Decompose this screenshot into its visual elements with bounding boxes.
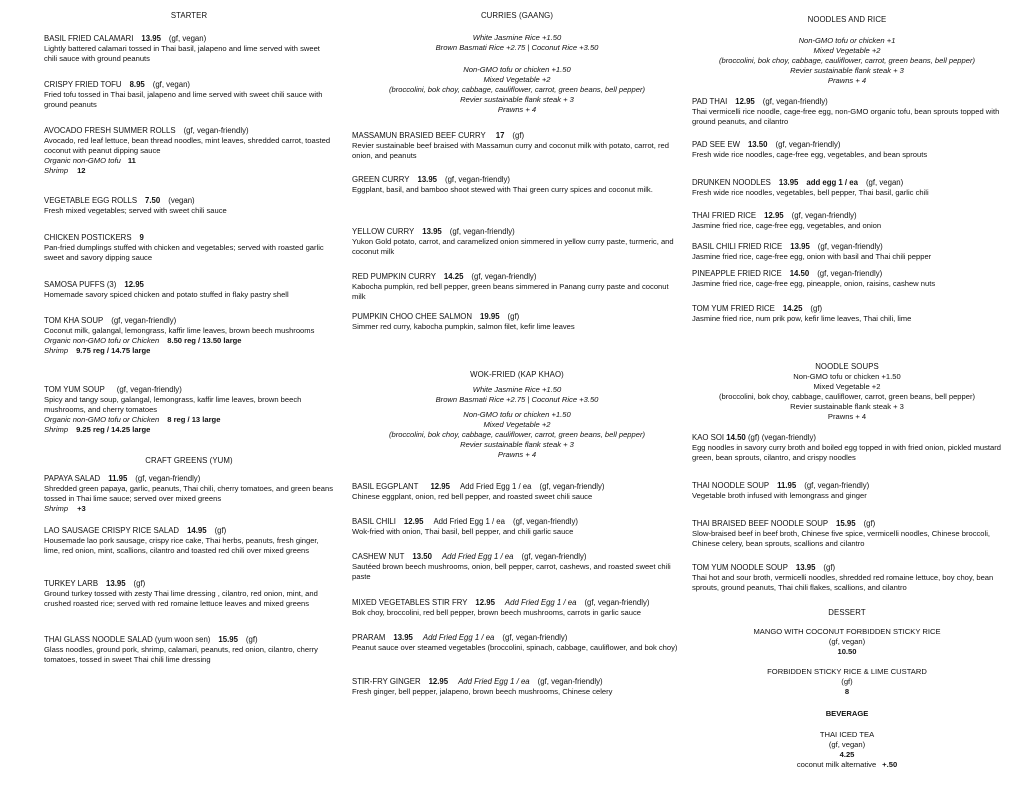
item-note: (gf, vegan-friendly) bbox=[817, 242, 883, 251]
item-price: 13.95 bbox=[106, 579, 126, 588]
item-note: (gf, vegan-friendly) bbox=[791, 211, 857, 220]
item-name: PAD SEE EW bbox=[692, 140, 740, 149]
menu-item bbox=[44, 233, 334, 263]
item-note: (gf, vegan-friendly) bbox=[111, 316, 177, 325]
menu-item bbox=[692, 242, 1002, 262]
item-name: THAI NOODLE SOUP bbox=[692, 481, 770, 490]
item-name: TOM YUM FRIED RICE bbox=[692, 304, 775, 313]
item-price: 8 bbox=[844, 687, 850, 696]
menu-item bbox=[352, 598, 682, 618]
menu-item bbox=[692, 481, 1002, 501]
item-price: 13.95 bbox=[778, 178, 799, 187]
item-price: 10.50 bbox=[837, 647, 857, 656]
item-note: (gf, vegan-friendly) bbox=[584, 598, 650, 607]
protein-option: Revier sustainable flank steak + 3 bbox=[460, 440, 574, 449]
rice-options bbox=[352, 33, 682, 53]
item-description: Jasmine fried rice, cage-free egg, vegetables, and onion bbox=[692, 221, 882, 230]
protein-option: Prawns + 4 bbox=[827, 76, 867, 85]
option-price: 9.75 reg / 14.75 large bbox=[76, 346, 151, 355]
item-name: MANGO WITH COCONUT FORBIDDEN STICKY RICE bbox=[753, 627, 941, 636]
rice-option: Brown Basmati Rice +2.75 | Coconut Rice +3.50 bbox=[435, 43, 599, 52]
item-addon: Add Fried Egg 1 / ea bbox=[459, 482, 532, 491]
option-label: Shrimp bbox=[44, 425, 69, 434]
item-name: BASIL CHILI FRIED RICE bbox=[692, 242, 783, 251]
item-name: SAMOSA PUFFS (3) bbox=[44, 280, 117, 289]
menu-item bbox=[352, 552, 682, 582]
item-description: Coconut milk, galangal, lemongrass, kaffir lime leaves, brown beech mushrooms bbox=[44, 326, 315, 335]
item-description: Kabocha pumpkin, red bell pepper, green beans simmered in Panang curry paste and coconut milk bbox=[352, 282, 669, 301]
item-description: Thai vermicelli rice noodle, cage-free egg, non-GMO organic tofu, bean sprouts topped with ground peanuts, and cilantro bbox=[692, 107, 1000, 126]
protein-option: Mixed Vegetable +2 bbox=[813, 382, 881, 391]
item-description: Homemade savory spiced chicken and potato stuffed in flaky pastry shell bbox=[44, 290, 289, 299]
item-name: MASSAMUN BRASIED BEEF CURRY bbox=[352, 131, 486, 140]
item-note: (gf, vegan-friendly) bbox=[116, 385, 182, 394]
dessert-item bbox=[692, 627, 1002, 657]
item-note: (gf, vegan-friendly) bbox=[539, 482, 605, 491]
item-name: PRARAM bbox=[352, 633, 386, 642]
item-price: 14.95 bbox=[187, 526, 207, 535]
item-name: LAO SAUSAGE CRISPY RICE SALAD bbox=[44, 526, 180, 535]
item-addon: Add Fried Egg 1 / ea bbox=[458, 677, 530, 686]
item-price: 12.95 bbox=[475, 598, 495, 607]
item-name: CASHEW NUT bbox=[352, 552, 405, 561]
menu-item bbox=[44, 474, 334, 514]
item-note: (gf, vegan) bbox=[828, 637, 866, 646]
item-note: (gf, vegan) bbox=[168, 34, 207, 43]
item-name: YELLOW CURRY bbox=[352, 227, 415, 236]
menu-item bbox=[352, 227, 682, 257]
menu-item bbox=[692, 433, 1002, 463]
item-price: 11.95 bbox=[777, 481, 797, 490]
item-name: THAI GLASS NOODLE SALAD (yum woon sen) bbox=[44, 635, 211, 644]
item-name: KAO SOI bbox=[692, 433, 725, 442]
item-description: Shredded green papaya, garlic, peanuts, Thai chili, cherry tomatoes, and green beans tossed in Thai lime sauce; served over mixed greens bbox=[44, 484, 334, 503]
item-name: GREEN CURRY bbox=[352, 175, 410, 184]
item-description: Lightly battered calamari tossed in Thai basil, jalapeno and lime served with sweet chili sauce with ground peanuts bbox=[44, 44, 320, 63]
protein-option: Non-GMO tofu or chicken +1 bbox=[798, 36, 896, 45]
item-name: CHICKEN POSTICKERS bbox=[44, 233, 132, 242]
item-price: 8.95 bbox=[129, 80, 145, 89]
item-price: 13.50 bbox=[412, 552, 432, 561]
item-description: Vegetable broth infused with lemongrass and ginger bbox=[692, 491, 867, 500]
menu-item bbox=[44, 196, 334, 216]
item-description: Pan-fried dumplings stuffed with chicken and vegetables; served with roasted garlic sweet and savory dipping sauce bbox=[44, 243, 324, 262]
item-note: (gf, vegan-friendly) bbox=[502, 633, 568, 642]
item-price: 13.95 bbox=[393, 633, 413, 642]
item-name: BASIL EGGPLANT bbox=[352, 482, 419, 491]
item-description: Jasmine fried rice, num prik pow, kefir lime leaves, Thai chili, lime bbox=[692, 314, 912, 323]
menu-item bbox=[44, 526, 334, 556]
beverage-item bbox=[692, 730, 1002, 770]
menu-item bbox=[692, 178, 1002, 198]
protein-option: Revier sustainable flank steak + 3 bbox=[790, 66, 904, 75]
menu-item bbox=[352, 517, 682, 537]
option-price: 8 reg / 13 large bbox=[167, 415, 221, 424]
item-price: 13.95 bbox=[790, 242, 810, 251]
item-note: (gf) bbox=[863, 519, 876, 528]
item-name: THAI BRAISED BEEF NOODLE SOUP bbox=[692, 519, 829, 528]
curries-heading: CURRIES (GAANG) bbox=[480, 11, 554, 20]
menu-item bbox=[692, 211, 1002, 231]
item-name: PINEAPPLE FRIED RICE bbox=[692, 269, 782, 278]
item-description: Fresh ginger, bell pepper, jalapeno, brown beech mushrooms, Chinese celery bbox=[352, 687, 613, 696]
item-note: (gf, vegan) bbox=[865, 178, 904, 187]
item-name: RED PUMPKIN CURRY bbox=[352, 272, 436, 281]
protein-options bbox=[692, 372, 1002, 422]
item-addon: Add Fried Egg 1 / ea bbox=[422, 633, 495, 642]
item-note: (gf, vegan-friendly) bbox=[537, 677, 603, 686]
item-note: (gf) bbox=[810, 304, 823, 313]
item-name: THAI ICED TEA bbox=[819, 730, 875, 739]
item-price: 12.95 bbox=[124, 280, 144, 289]
protein-option: Mixed Vegetable +2 bbox=[483, 420, 551, 429]
menu-item bbox=[44, 635, 334, 665]
item-note: (gf, vegan-friendly) bbox=[521, 552, 587, 561]
menu-item bbox=[692, 140, 1002, 160]
item-note: (gf, vegan-friendly) bbox=[512, 517, 578, 526]
item-addon: add egg 1 / ea bbox=[806, 178, 858, 187]
item-description: Fresh wide rice noodles, cage-free egg, vegetables, and bean sprouts bbox=[692, 150, 928, 159]
protein-option: Prawns + 4 bbox=[827, 412, 867, 421]
item-note: (gf) bbox=[841, 677, 853, 686]
menu-item bbox=[44, 316, 334, 356]
item-name: TOM KHA SOUP bbox=[44, 316, 104, 325]
item-note: (gf, vegan-friendly) bbox=[183, 126, 249, 135]
item-name: TOM YUM NOODLE SOUP bbox=[692, 563, 788, 572]
option-price: 9.25 reg / 14.25 large bbox=[76, 425, 151, 434]
item-name: FORBIDDEN STICKY RICE & LIME CUSTARD bbox=[767, 667, 927, 676]
beverage-heading: BEVERAGE bbox=[825, 709, 869, 718]
option-price: 11 bbox=[127, 156, 136, 165]
item-addon: Add Fried Egg 1 / ea bbox=[433, 517, 505, 526]
item-price: 15.95 bbox=[218, 635, 238, 644]
protein-option: Revier sustainable flank steak + 3 bbox=[460, 95, 574, 104]
item-price: 4.25 bbox=[839, 750, 855, 759]
item-description: Slow-braised beef in beef broth, Chinese five spice, vermicelli noodles, Chinese broccoli, Chinese celery, bean sprouts, scallions and cilantro bbox=[692, 529, 990, 548]
item-description: Sautéed brown beech mushrooms, onion, bell pepper, carrot, cashews, and roasted sweet chili paste bbox=[352, 562, 671, 581]
option-label: Shrimp bbox=[44, 504, 69, 513]
protein-option: Non-GMO tofu or chicken +1.50 bbox=[793, 372, 901, 381]
dessert-item bbox=[692, 667, 1002, 697]
item-description: Glass noodles, ground pork, shrimp, calamari, peanuts, red onion, cilantro, cherry tomatoes, tossed in sweet Thai chili lime dressing bbox=[44, 645, 318, 664]
protein-option: (broccolini, bok choy, cabbage, cauliflower, carrot, green beans, bell pepper) bbox=[718, 56, 976, 65]
item-price: 14.50 bbox=[789, 269, 810, 278]
menu-item bbox=[352, 131, 682, 161]
item-note: (gf) bbox=[133, 579, 146, 588]
item-description: Simmer red curry, kabocha pumpkin, salmon filet, kefir lime leaves bbox=[352, 322, 575, 331]
menu-item bbox=[44, 280, 334, 300]
item-addon: Add Fried Egg 1 / ea bbox=[504, 598, 577, 607]
item-price: 12.95 bbox=[430, 482, 450, 491]
noodles-rice-heading: NOODLES AND RICE bbox=[807, 15, 887, 24]
rice-options bbox=[352, 385, 682, 405]
item-name: CRISPY FRIED TOFU bbox=[44, 80, 122, 89]
item-note: (gf) bbox=[214, 526, 227, 535]
protein-option: Prawns + 4 bbox=[497, 105, 537, 114]
menu-item bbox=[352, 312, 682, 332]
wok-fried-heading: WOK-FRIED (KAP KHAO) bbox=[470, 370, 564, 379]
item-description: Jasmine fried rice, cage-free egg, onion with basil and Thai chili pepper bbox=[692, 252, 932, 261]
item-price: 11.95 bbox=[108, 474, 128, 483]
item-name: TURKEY LARB bbox=[44, 579, 99, 588]
option-price: 8.50 reg / 13.50 large bbox=[167, 336, 242, 345]
protein-options bbox=[352, 410, 682, 460]
protein-option: Prawns + 4 bbox=[497, 450, 537, 459]
item-price: 7.50 bbox=[145, 196, 161, 205]
item-name: AVOCADO FRESH SUMMER ROLLS bbox=[44, 126, 176, 135]
item-price: 13.95 bbox=[422, 227, 442, 236]
item-addon: Add Fried Egg 1 / ea bbox=[441, 552, 514, 561]
rice-option: Brown Basmati Rice +2.75 | Coconut Rice +3.50 bbox=[435, 395, 599, 404]
option-label: Shrimp bbox=[44, 346, 69, 355]
menu-item bbox=[44, 34, 334, 64]
dessert-heading: DESSERT bbox=[828, 608, 866, 617]
menu-item bbox=[352, 272, 682, 302]
menu-item bbox=[44, 385, 334, 435]
menu-item bbox=[692, 269, 1002, 289]
protein-option: (broccolini, bok choy, cabbage, cauliflower, carrot, green beans, bell pepper) bbox=[388, 85, 646, 94]
protein-option: Mixed Vegetable +2 bbox=[813, 46, 881, 55]
menu-item bbox=[692, 519, 1002, 549]
protein-option: Non-GMO tofu or chicken +1.50 bbox=[463, 410, 571, 419]
protein-option: (broccolini, bok choy, cabbage, cauliflower, carrot, green beans, bell pepper) bbox=[388, 430, 646, 439]
item-note: (gf) bbox=[245, 635, 258, 644]
item-price: 13.95 bbox=[141, 34, 161, 43]
item-description: Fresh mixed vegetables; served with sweet chili sauce bbox=[44, 206, 227, 215]
item-name: THAI FRIED RICE bbox=[692, 211, 757, 220]
alt-price: +.50 bbox=[882, 760, 898, 769]
item-description: Peanut sauce over steamed vegetables (broccolini, spinach, cabbage, cauliflower, and bok choy) bbox=[352, 643, 678, 652]
item-price: 14.25 bbox=[782, 304, 803, 313]
item-price: 12.95 bbox=[764, 211, 784, 220]
item-note: (gf, vegan-friendly) bbox=[445, 175, 511, 184]
item-description: Revier sustainable beef braised with Massamun curry and coconut milk with potato, carrot, red onion, and peanuts bbox=[352, 141, 669, 160]
starter-heading: STARTER bbox=[170, 11, 208, 20]
option-label: Shrimp bbox=[44, 166, 69, 175]
item-note: (gf, vegan-friendly) bbox=[762, 97, 828, 106]
item-name: BASIL CHILI bbox=[352, 517, 396, 526]
item-name: PAD THAI bbox=[692, 97, 728, 106]
item-description: Jasmine fried rice, cage-free egg, pineapple, onion, raisins, cashew nuts bbox=[692, 279, 936, 288]
item-note: (gf, vegan-friendly) bbox=[135, 474, 201, 483]
item-price: 14.25 bbox=[443, 272, 464, 281]
item-description: Fresh wide rice noodles, vegetables, bell pepper, Thai basil, garlic chili bbox=[692, 188, 929, 197]
item-name: STIR-FRY GINGER bbox=[352, 677, 421, 686]
item-description: Egg noodles in savory curry broth and boiled egg topped in with fried onion, pickled mustard green, bean sprouts, cilantro, and crispy noodles bbox=[692, 443, 1001, 462]
item-price: 12.95 bbox=[428, 677, 449, 686]
item-price: 15.95 bbox=[836, 519, 856, 528]
menu-item bbox=[352, 482, 682, 502]
menu-item bbox=[352, 175, 682, 195]
menu-item bbox=[44, 80, 334, 110]
item-note: (gf, vegan-friendly) bbox=[775, 140, 841, 149]
protein-options bbox=[352, 65, 682, 115]
option-label: Organic non-GMO tofu bbox=[44, 156, 121, 165]
item-price: 13.95 bbox=[795, 563, 816, 572]
menu-item bbox=[692, 563, 1002, 593]
item-price: 17 bbox=[495, 131, 505, 140]
item-note: (gf) bbox=[507, 312, 520, 321]
item-description: Yukon Gold potato, carrot, and caramelized onion simmered in yellow curry paste, turmeric, and coconut milk bbox=[352, 237, 674, 256]
item-description: Wok-fried with onion, Thai basil, bell pepper, and chili garlic sauce bbox=[352, 527, 574, 536]
item-note: (gf, vegan-friendly) bbox=[804, 481, 870, 490]
item-description: Avocado, red leaf lettuce, bean thread noodles, mint leaves, shredded carrot, toasted coconut with peanut dipping sauce bbox=[44, 136, 331, 155]
protein-option: Revier sustainable flank steak + 3 bbox=[790, 402, 904, 411]
item-price: 13.50 bbox=[747, 140, 768, 149]
item-description: Fried tofu tossed in Thai basil, jalapeno and lime served with sweet chili sauce with ground peanuts bbox=[44, 90, 323, 109]
item-description: Housemade lao pork sausage, crispy rice cake, Thai herbs, peanuts, fresh ginger, lime, red onion, mint, scallions, cilantro and toasted red chili over mixed greens bbox=[44, 536, 319, 555]
item-price: 14.50 bbox=[726, 433, 746, 442]
item-note: (gf, vegan) bbox=[828, 740, 866, 749]
menu-item bbox=[352, 633, 682, 653]
option-label: Organic non-GMO tofu or Chicken bbox=[44, 336, 160, 345]
protein-option: (broccolini, bok choy, cabbage, cauliflower, carrot, green beans, bell pepper) bbox=[718, 392, 976, 401]
item-price: 12.95 bbox=[735, 97, 755, 106]
option-price: 12 bbox=[77, 166, 86, 175]
item-name: VEGETABLE EGG ROLLS bbox=[44, 196, 138, 205]
item-note: (gf, vegan) bbox=[152, 80, 191, 89]
item-name: DRUNKEN NOODLES bbox=[692, 178, 771, 187]
menu-item bbox=[692, 304, 1002, 324]
noodle-soups-heading: NOODLE SOUPS bbox=[815, 362, 879, 371]
alt-label: coconut milk alternative bbox=[796, 760, 877, 769]
menu-item bbox=[352, 677, 682, 697]
item-description: Eggplant, basil, and bamboo shoot stewed with Thai green curry spices and coconut milk. bbox=[352, 185, 653, 194]
item-note: (gf) bbox=[823, 563, 836, 572]
item-name: PAPAYA SALAD bbox=[44, 474, 101, 483]
item-description: Spicy and tangy soup, galangal, lemongrass, kaffir lime leaves, brown beech mushrooms, and cherry tomatoes bbox=[44, 395, 302, 414]
craft-greens-heading: CRAFT GREENS (YUM) bbox=[145, 456, 233, 465]
item-note: (gf, vegan-friendly) bbox=[471, 272, 537, 281]
item-price: 9 bbox=[139, 233, 144, 242]
menu-item bbox=[692, 97, 1002, 127]
item-name: BASIL FRIED CALAMARI bbox=[44, 34, 134, 43]
item-note: (vegan) bbox=[168, 196, 195, 205]
item-price: 19.95 bbox=[480, 312, 500, 321]
option-label: Organic non-GMO tofu or Chicken bbox=[44, 415, 160, 424]
protein-option: Non-GMO tofu or chicken +1.50 bbox=[463, 65, 571, 74]
item-note: (gf, vegan-friendly) bbox=[449, 227, 515, 236]
item-description: Ground turkey tossed with zesty Thai lime dressing , cilantro, red onion, mint, and crushed roasted rice; served with red romaine lettuce leaves and mixed greens bbox=[44, 589, 318, 608]
item-description: Bok choy, broccolini, red bell pepper, brown beech mushrooms, carrots in garlic sauce bbox=[352, 608, 641, 617]
option-price: +3 bbox=[77, 504, 86, 513]
menu-item bbox=[44, 126, 334, 176]
item-note: (gf, vegan-friendly) bbox=[817, 269, 883, 278]
item-price: 13.95 bbox=[417, 175, 437, 184]
item-name: PUMPKIN CHOO CHEE SALMON bbox=[352, 312, 473, 321]
protein-option: Mixed Vegetable +2 bbox=[483, 75, 551, 84]
rice-option: White Jasmine Rice +1.50 bbox=[472, 385, 562, 394]
item-note: (gf) bbox=[512, 131, 525, 140]
item-name: MIXED VEGETABLES STIR FRY bbox=[352, 598, 468, 607]
item-description: Chinese eggplant, onion, red bell pepper, and roasted sweet chili sauce bbox=[352, 492, 593, 501]
item-price: 12.95 bbox=[403, 517, 424, 526]
protein-options bbox=[692, 36, 1002, 86]
item-description: Thai hot and sour broth, vermicelli noodles, shredded red romaine lettuce, boy choy, bean sprouts, ground peanuts, Thai chili flakes, scallions, and cilantro bbox=[692, 573, 994, 592]
item-note: (gf) (vegan-friendly) bbox=[747, 433, 816, 442]
rice-option: White Jasmine Rice +1.50 bbox=[472, 33, 562, 42]
menu-item bbox=[44, 579, 334, 609]
item-name: TOM YUM SOUP bbox=[44, 385, 105, 394]
